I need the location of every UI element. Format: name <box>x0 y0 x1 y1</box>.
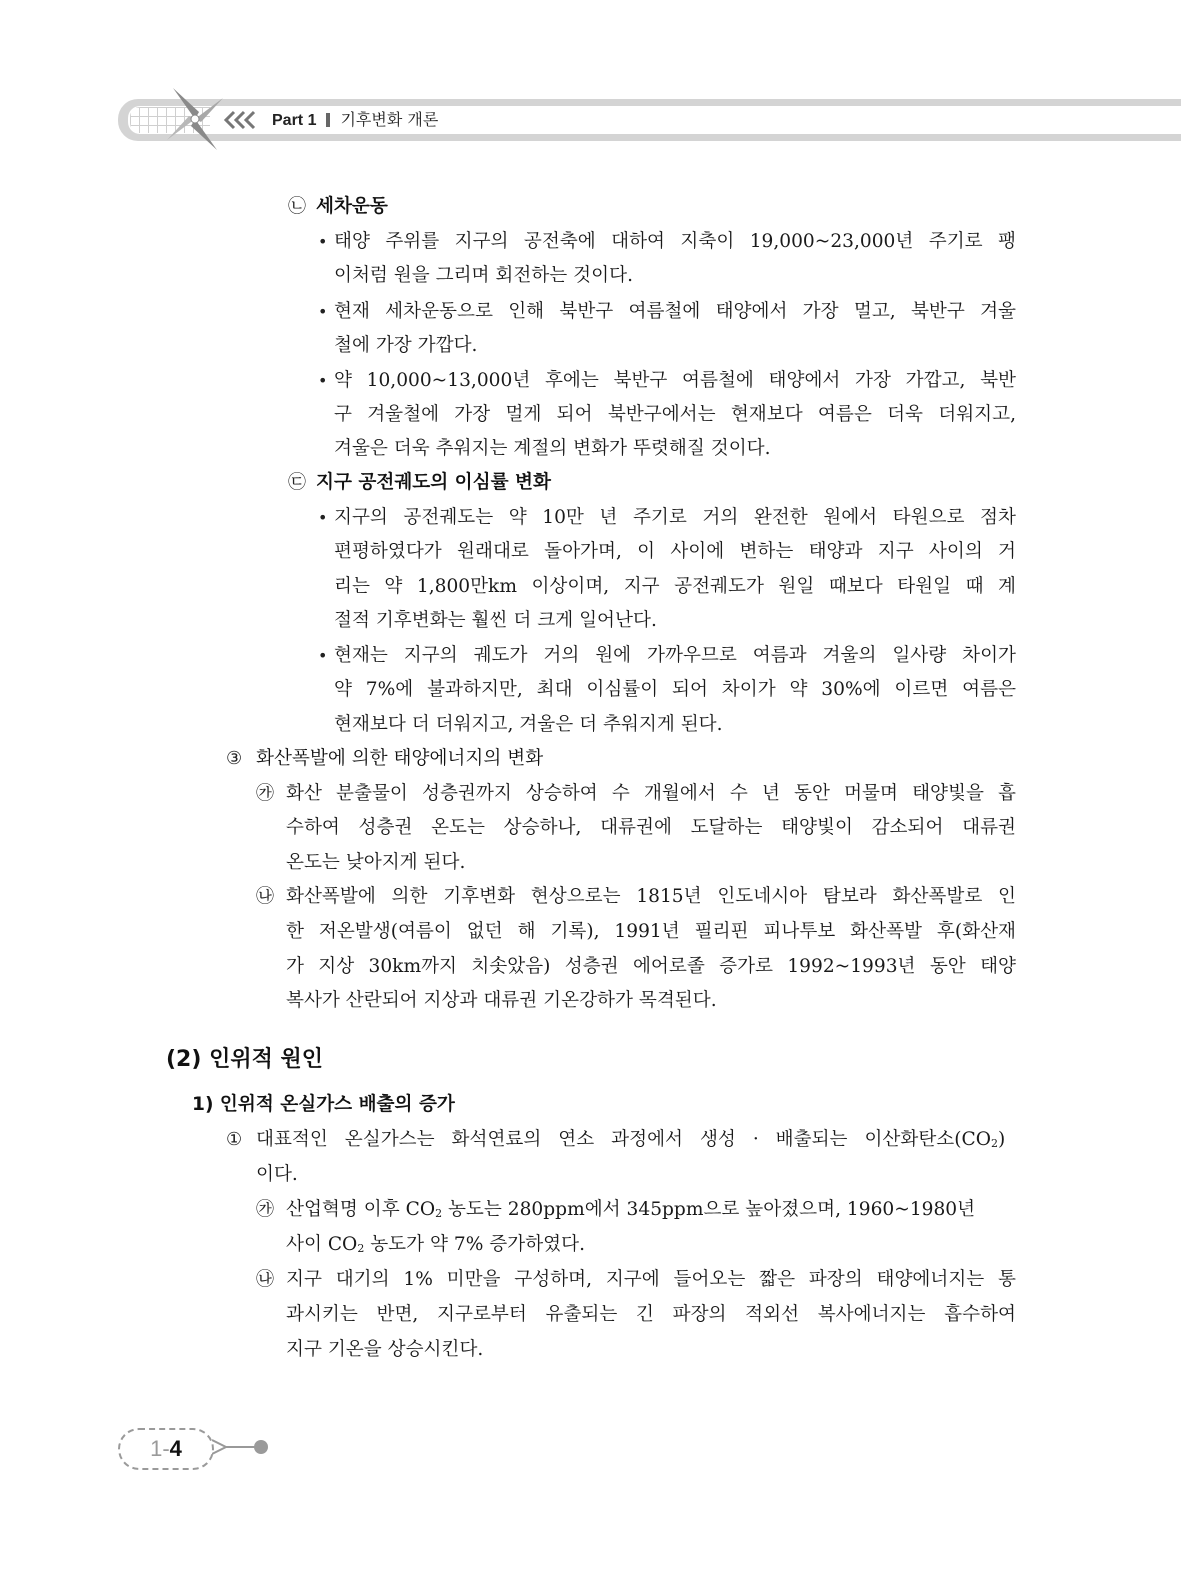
page-number <box>118 1430 214 1468</box>
text-line: 구 겨울철에 가장 멀게 되어 북반구에서는 현재보다 여름은 더욱 더워지고, <box>334 404 1016 425</box>
item-mark-na: ㉯ <box>256 1269 274 1290</box>
text-line: 리는 약 1,800만km 이상이며, 지구 공전궤도가 원일 때보다 타원일 때 계 <box>334 576 1016 597</box>
text-line: 철에 가장 가깝다. <box>334 335 478 356</box>
text-line: 겨울은 더욱 추워지는 계절의 변화가 뚜렷해질 것이다. <box>334 438 771 459</box>
text-line: 현재는 지구의 궤도가 거의 원에 가까우므로 여름과 겨울의 일사량 차이가 <box>334 645 1016 666</box>
text-span: 농도가 약 7% 증가하였다. <box>364 1234 586 1255</box>
text-line: 약 10,000~13,000년 후에는 북반구 여름철에 태양에서 가장 가깝고, 북반 <box>334 370 1016 391</box>
triple-chevron-left-icon <box>222 110 260 130</box>
text-line: 가 지상 30km까지 치솟았음) 성층권 에어로졸 증가로 1992~1993년 동안 태양 <box>286 956 1016 977</box>
subscript: 2 <box>357 1242 365 1255</box>
text-line: 현재 세차운동으로 인해 북반구 여름철에 태양에서 가장 멀고, 북반구 겨울 <box>334 301 1016 322</box>
item-mark-na: ㉯ <box>256 886 274 907</box>
text-line: 화산폭발에 의한 기후변화 현상으로는 1815년 인도네시아 탐보라 화산폭발로 인 <box>286 886 1016 907</box>
text-line: 이다. <box>256 1164 298 1185</box>
item-mark-3: ③ <box>226 748 243 769</box>
subsection-heading: 1) 인위적 온실가스 배출의 증가 <box>192 1094 455 1115</box>
text-line <box>256 1127 1016 1153</box>
text-line <box>286 1232 585 1258</box>
text-span: 대표적인 온실가스는 화석연료의 연소 과정에서 생성 · 배출되는 이산화탄소(CO <box>256 1129 991 1150</box>
item-mark-l: ㉡ <box>288 196 306 217</box>
text-line: 편평하였다가 원래대로 돌아가며, 이 사이에 변하는 태양과 지구 사이의 거 <box>334 541 1016 562</box>
text-line <box>286 1197 975 1223</box>
bullet-dot: • <box>318 646 328 665</box>
text-line: 절적 기후변화는 훨씬 더 크게 일어난다. <box>334 610 657 631</box>
text-line: 수하여 성층권 온도는 상승하나, 대류권에 도달하는 태양빛이 감소되어 대류권 <box>286 817 1016 838</box>
item-mark-1: ① <box>226 1129 243 1150</box>
pinwheel-star-icon <box>163 84 227 154</box>
text-line: 화산 분출물이 성층권까지 상승하여 수 개월에서 수 년 동안 머물며 태양빛을 흡 <box>286 783 1016 804</box>
header-chapter-title: 기후변화 개론 <box>340 110 439 129</box>
subheading-eccentricity: 지구 공전궤도의 이심률 변화 <box>316 472 551 493</box>
subheading-volcano: 화산폭발에 의한 태양에너지의 변화 <box>256 748 544 769</box>
subscript: 2 <box>435 1207 443 1220</box>
item-mark-ga: ㉮ <box>256 783 274 804</box>
text-line: 복사가 산란되어 지상과 대류권 기온강하가 목격된다. <box>286 990 717 1011</box>
page-prefix: 1- <box>150 1436 170 1461</box>
text-line: 지구 기온을 상승시킨다. <box>286 1339 484 1360</box>
text-span: ) <box>998 1129 1006 1150</box>
page-value: 4 <box>169 1436 182 1461</box>
page-connector-icon <box>212 1436 272 1458</box>
text-line: 현재보다 더 더워지고, 겨울은 더 추워지게 된다. <box>334 714 723 735</box>
text-line: 한 저온발생(여름이 없던 해 기록), 1991년 필리핀 피나투보 화산폭발 후(화산재 <box>286 921 1016 942</box>
bullet-dot: • <box>318 302 328 321</box>
bullet-dot: • <box>318 232 328 251</box>
bullet-dot: • <box>318 508 328 527</box>
text-span: 산업혁명 이후 CO <box>286 1199 436 1220</box>
text-line: 지구 대기의 1% 미만을 구성하며, 지구에 들어오는 짧은 파장의 태양에너지는 통 <box>286 1269 1016 1290</box>
text-line: 온도는 낮아지게 된다. <box>286 852 466 873</box>
subheading-precession: 세차운동 <box>316 196 388 217</box>
subscript: 2 <box>991 1137 998 1150</box>
text-line: 약 7%에 불과하지만, 최대 이심률이 되어 차이가 약 30%에 이르면 여름은 <box>334 679 1016 700</box>
header-separator <box>326 113 330 127</box>
text-span: 사이 CO <box>286 1234 358 1255</box>
section-heading: (2) 인위적 원인 <box>166 1047 323 1072</box>
text-line: 지구의 공전궤도는 약 10만 년 주기로 거의 완전한 원에서 타원으로 점차 <box>334 507 1016 528</box>
text-line: 이처럼 원을 그리며 회전하는 것이다. <box>334 265 633 286</box>
item-mark-c: ㉢ <box>288 472 306 493</box>
text-line: 과시키는 반면, 지구로부터 유출되는 긴 파장의 적외선 복사에너지는 흡수하여 <box>286 1304 1016 1325</box>
bullet-dot: • <box>318 371 328 390</box>
running-header <box>272 108 438 132</box>
header-part: Part 1 <box>272 112 317 129</box>
text-line: 태양 주위를 지구의 공전축에 대하여 지축이 19,000~23,000년 주기로 팽 <box>334 231 1016 252</box>
item-mark-ga: ㉮ <box>256 1199 274 1220</box>
text-span: 농도는 280ppm에서 345ppm으로 높아졌으며, 1960~1980년 <box>442 1199 976 1220</box>
